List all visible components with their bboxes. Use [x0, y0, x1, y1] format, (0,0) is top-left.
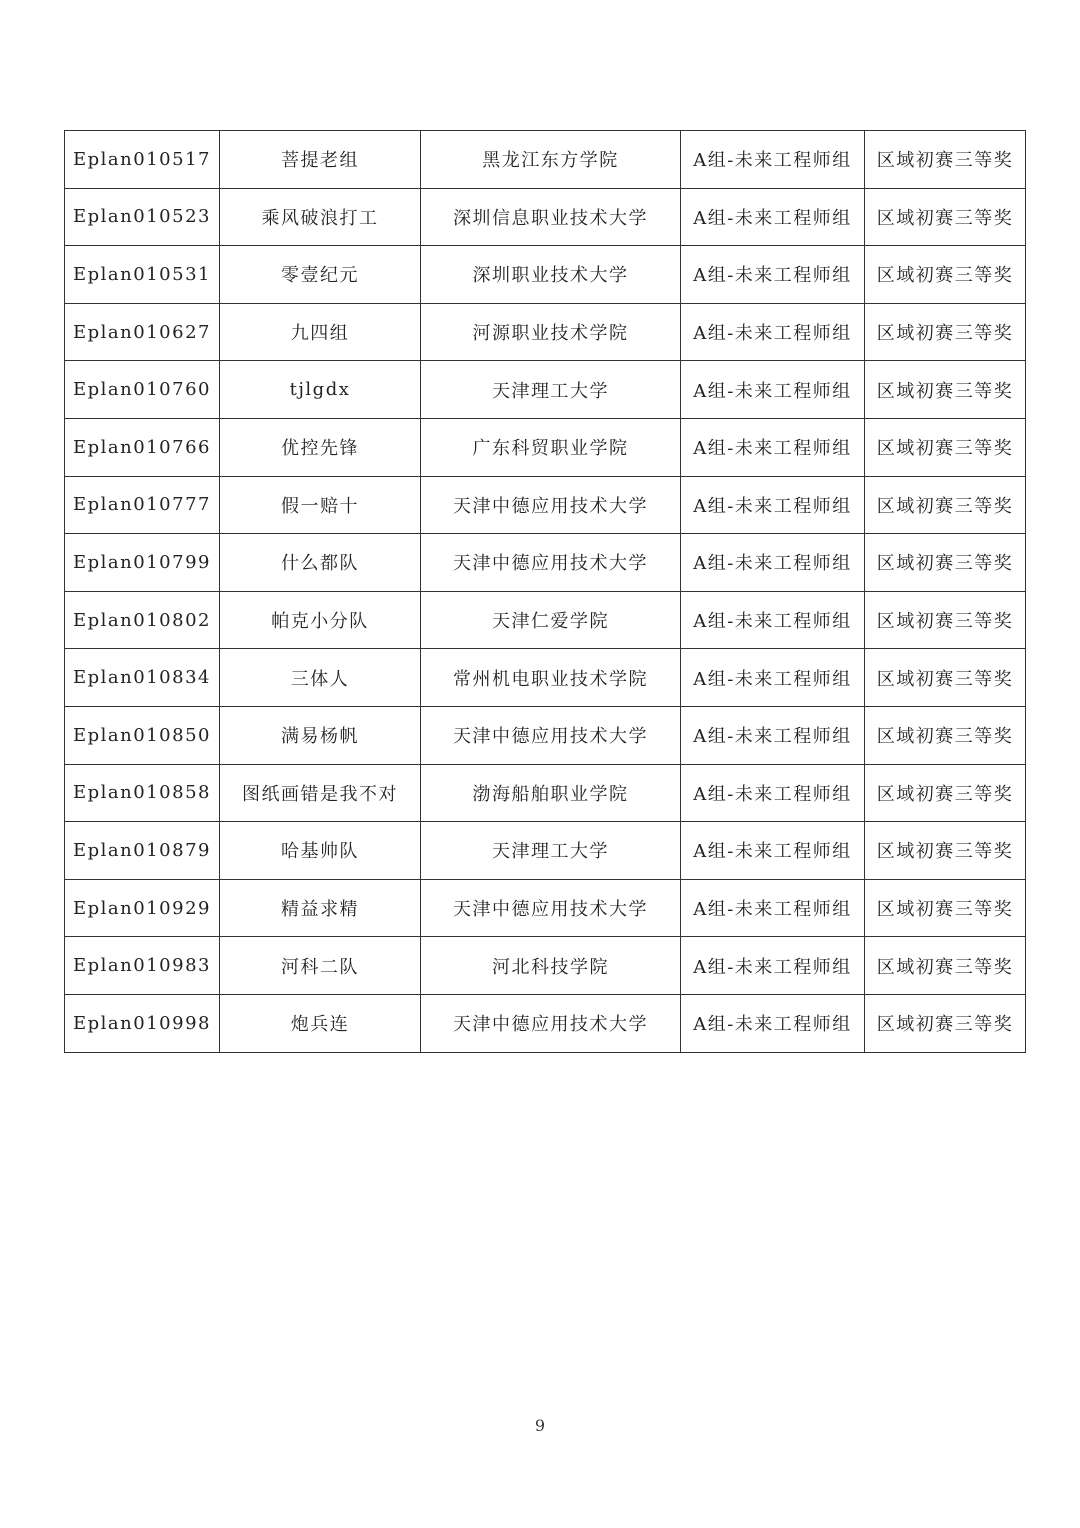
group-cell: A组-未来工程师组	[681, 706, 865, 764]
table-row	[65, 822, 1026, 880]
award-cell: 区域初赛三等奖	[865, 937, 1026, 995]
table-row	[65, 649, 1026, 707]
school-cell: 天津理工大学	[421, 822, 681, 880]
group-cell: A组-未来工程师组	[681, 879, 865, 937]
school-cell: 天津中德应用技术大学	[421, 879, 681, 937]
table-row	[65, 937, 1026, 995]
team-name-cell: 零壹纪元	[220, 246, 421, 304]
team-id-cell: Eplan010834	[65, 649, 220, 707]
team-id-cell: Eplan010858	[65, 764, 220, 822]
school-cell: 天津中德应用技术大学	[421, 476, 681, 534]
award-cell: 区域初赛三等奖	[865, 994, 1026, 1052]
team-name-cell: 炮兵连	[220, 994, 421, 1052]
group-cell: A组-未来工程师组	[681, 649, 865, 707]
group-cell: A组-未来工程师组	[681, 131, 865, 189]
group-cell: A组-未来工程师组	[681, 303, 865, 361]
table-row	[65, 246, 1026, 304]
table-row	[65, 131, 1026, 189]
team-id-cell: Eplan010627	[65, 303, 220, 361]
group-cell: A组-未来工程师组	[681, 822, 865, 880]
school-cell: 常州机电职业技术学院	[421, 649, 681, 707]
school-cell: 深圳信息职业技术大学	[421, 188, 681, 246]
school-cell: 广东科贸职业学院	[421, 418, 681, 476]
group-cell: A组-未来工程师组	[681, 476, 865, 534]
award-cell: 区域初赛三等奖	[865, 822, 1026, 880]
school-cell: 天津仁爱学院	[421, 591, 681, 649]
school-cell: 河北科技学院	[421, 937, 681, 995]
team-name-cell: 菩提老组	[220, 131, 421, 189]
team-id-cell: Eplan010799	[65, 534, 220, 592]
table-row	[65, 764, 1026, 822]
team-name-cell: 帕克小分队	[220, 591, 421, 649]
award-cell: 区域初赛三等奖	[865, 188, 1026, 246]
team-id-cell: Eplan010850	[65, 706, 220, 764]
award-cell: 区域初赛三等奖	[865, 879, 1026, 937]
team-id-cell: Eplan010517	[65, 131, 220, 189]
team-name-cell: 九四组	[220, 303, 421, 361]
group-cell: A组-未来工程师组	[681, 764, 865, 822]
page-number: 9	[534, 1416, 546, 1435]
team-id-cell: Eplan010523	[65, 188, 220, 246]
award-cell: 区域初赛三等奖	[865, 764, 1026, 822]
award-cell: 区域初赛三等奖	[865, 418, 1026, 476]
table-row	[65, 188, 1026, 246]
award-cell: 区域初赛三等奖	[865, 361, 1026, 419]
award-cell: 区域初赛三等奖	[865, 649, 1026, 707]
school-cell: 渤海船舶职业学院	[421, 764, 681, 822]
results-table	[64, 130, 1026, 1053]
group-cell: A组-未来工程师组	[681, 937, 865, 995]
team-name-cell: 假一赔十	[220, 476, 421, 534]
results-table-body	[65, 131, 1026, 1053]
award-cell: 区域初赛三等奖	[865, 706, 1026, 764]
team-id-cell: Eplan010983	[65, 937, 220, 995]
award-cell: 区域初赛三等奖	[865, 131, 1026, 189]
team-id-cell: Eplan010777	[65, 476, 220, 534]
group-cell: A组-未来工程师组	[681, 361, 865, 419]
table-row	[65, 361, 1026, 419]
school-cell: 天津理工大学	[421, 361, 681, 419]
team-id-cell: Eplan010929	[65, 879, 220, 937]
team-id-cell: Eplan010531	[65, 246, 220, 304]
team-id-cell: Eplan010879	[65, 822, 220, 880]
award-cell: 区域初赛三等奖	[865, 591, 1026, 649]
table-row	[65, 303, 1026, 361]
table-row	[65, 706, 1026, 764]
table-row	[65, 994, 1026, 1052]
table-row	[65, 534, 1026, 592]
school-cell: 天津中德应用技术大学	[421, 534, 681, 592]
team-name-cell: 哈基帅队	[220, 822, 421, 880]
award-cell: 区域初赛三等奖	[865, 534, 1026, 592]
team-name-cell: 满易杨帆	[220, 706, 421, 764]
award-cell: 区域初赛三等奖	[865, 476, 1026, 534]
group-cell: A组-未来工程师组	[681, 188, 865, 246]
table-row	[65, 476, 1026, 534]
team-name-cell: tjlgdx	[220, 361, 421, 419]
group-cell: A组-未来工程师组	[681, 994, 865, 1052]
school-cell: 深圳职业技术大学	[421, 246, 681, 304]
group-cell: A组-未来工程师组	[681, 534, 865, 592]
school-cell: 天津中德应用技术大学	[421, 706, 681, 764]
team-name-cell: 河科二队	[220, 937, 421, 995]
team-name-cell: 三体人	[220, 649, 421, 707]
table-row	[65, 879, 1026, 937]
school-cell: 河源职业技术学院	[421, 303, 681, 361]
team-id-cell: Eplan010802	[65, 591, 220, 649]
group-cell: A组-未来工程师组	[681, 591, 865, 649]
team-id-cell: Eplan010998	[65, 994, 220, 1052]
school-cell: 天津中德应用技术大学	[421, 994, 681, 1052]
team-id-cell: Eplan010766	[65, 418, 220, 476]
team-name-cell: 优控先锋	[220, 418, 421, 476]
group-cell: A组-未来工程师组	[681, 418, 865, 476]
school-cell: 黑龙江东方学院	[421, 131, 681, 189]
team-id-cell: Eplan010760	[65, 361, 220, 419]
team-name-cell: 图纸画错是我不对	[220, 764, 421, 822]
table-row	[65, 591, 1026, 649]
team-name-cell: 乘风破浪打工	[220, 188, 421, 246]
team-name-cell: 精益求精	[220, 879, 421, 937]
team-name-cell: 什么都队	[220, 534, 421, 592]
award-cell: 区域初赛三等奖	[865, 303, 1026, 361]
table-row	[65, 418, 1026, 476]
award-cell: 区域初赛三等奖	[865, 246, 1026, 304]
group-cell: A组-未来工程师组	[681, 246, 865, 304]
